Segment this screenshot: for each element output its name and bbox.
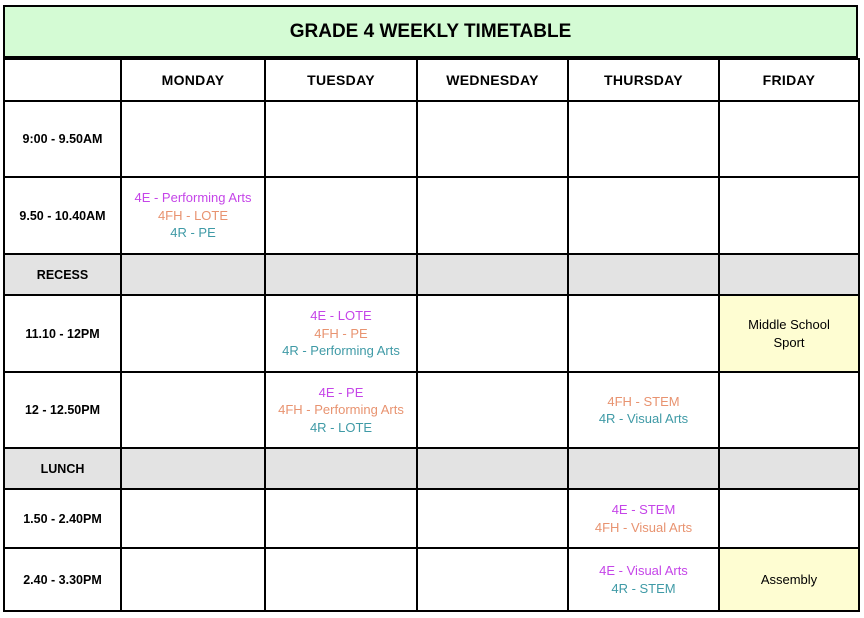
class-entry: 4R - Performing Arts <box>282 343 400 359</box>
break-cell <box>417 254 568 295</box>
day-header-monday: MONDAY <box>121 59 265 101</box>
class-entry: 4E - Visual Arts <box>599 563 688 578</box>
timetable-grid <box>3 58 860 612</box>
slot-cell <box>417 372 568 448</box>
class-entry: 4FH - STEM <box>607 393 680 409</box>
break-cell <box>121 448 265 489</box>
table-row <box>4 177 859 254</box>
slot-cell <box>417 548 568 611</box>
break-row <box>4 254 859 295</box>
time-cell: 2.40 - 3.30PM <box>4 548 121 611</box>
slot-cell <box>417 177 568 254</box>
time-cell: 1.50 - 2.40PM <box>4 489 121 548</box>
class-entry: 4E - LOTE <box>310 308 372 324</box>
slot-cell <box>719 372 859 448</box>
slot-cell <box>417 101 568 177</box>
day-header-tuesday: TUESDAY <box>265 59 417 101</box>
slot-cell <box>417 489 568 548</box>
friday-event-cell <box>719 295 859 372</box>
class-entry: 4FH - PE <box>314 325 368 341</box>
class-entry: 4R - STEM <box>611 580 676 596</box>
break-label: RECESS <box>4 254 121 295</box>
slot-cell <box>121 372 265 448</box>
table-row <box>4 489 859 548</box>
slot-cell <box>417 295 568 372</box>
event-label: Assembly <box>760 571 818 587</box>
slot-cell <box>719 489 859 548</box>
slot-cell <box>265 548 417 611</box>
break-cell <box>265 448 417 489</box>
day-header-wednesday: WEDNESDAY <box>417 59 568 101</box>
slot-cell <box>265 295 417 372</box>
slot-cell <box>568 548 719 611</box>
table-row <box>4 548 859 611</box>
table-row <box>4 372 859 448</box>
slot-cell <box>265 372 417 448</box>
time-cell: 9:00 - 9.50AM <box>4 101 121 177</box>
slot-cell <box>568 295 719 372</box>
day-header-friday: FRIDAY <box>719 59 859 101</box>
header-row <box>4 59 859 101</box>
timetable-title: GRADE 4 WEEKLY TIMETABLE <box>3 5 858 58</box>
corner-cell <box>4 59 121 101</box>
slot-cell <box>121 489 265 548</box>
table-row <box>4 101 859 177</box>
class-entry: 4R - Visual Arts <box>598 411 689 426</box>
break-cell <box>417 448 568 489</box>
friday-event-cell <box>719 548 859 611</box>
slot-cell <box>265 489 417 548</box>
class-entry: 4E - STEM <box>611 502 676 517</box>
break-row <box>4 448 859 489</box>
break-label: LUNCH <box>4 448 121 489</box>
event-label: Middle School Sport <box>748 316 830 350</box>
table-row <box>4 295 859 372</box>
class-entry: 4FH - LOTE <box>157 207 229 223</box>
slot-cell <box>719 177 859 254</box>
slot-cell <box>568 372 719 448</box>
break-cell <box>265 254 417 295</box>
break-cell <box>568 254 719 295</box>
class-entry: 4FH - Visual Arts <box>594 519 693 535</box>
slot-cell <box>265 101 417 177</box>
slot-cell <box>568 101 719 177</box>
class-entry: 4FH - Performing Arts <box>278 402 404 418</box>
slot-cell <box>265 177 417 254</box>
slot-cell <box>568 177 719 254</box>
class-entry: 4E - PE <box>318 384 364 400</box>
class-entry: 4E - Performing Arts <box>134 190 252 206</box>
time-cell: 12 - 12.50PM <box>4 372 121 448</box>
break-cell <box>568 448 719 489</box>
slot-cell <box>719 101 859 177</box>
slot-cell <box>568 489 719 548</box>
day-header-thursday: THURSDAY <box>568 59 719 101</box>
break-cell <box>121 254 265 295</box>
timetable-sheet <box>3 5 858 612</box>
class-entry: 4R - LOTE <box>309 419 373 435</box>
slot-cell <box>121 101 265 177</box>
time-cell: 9.50 - 10.40AM <box>4 177 121 254</box>
slot-cell <box>121 548 265 611</box>
time-cell: 11.10 - 12PM <box>4 295 121 372</box>
break-cell <box>719 254 859 295</box>
slot-cell <box>121 295 265 372</box>
class-entry: 4R - PE <box>170 225 216 241</box>
break-cell <box>719 448 859 489</box>
slot-cell <box>121 177 265 254</box>
